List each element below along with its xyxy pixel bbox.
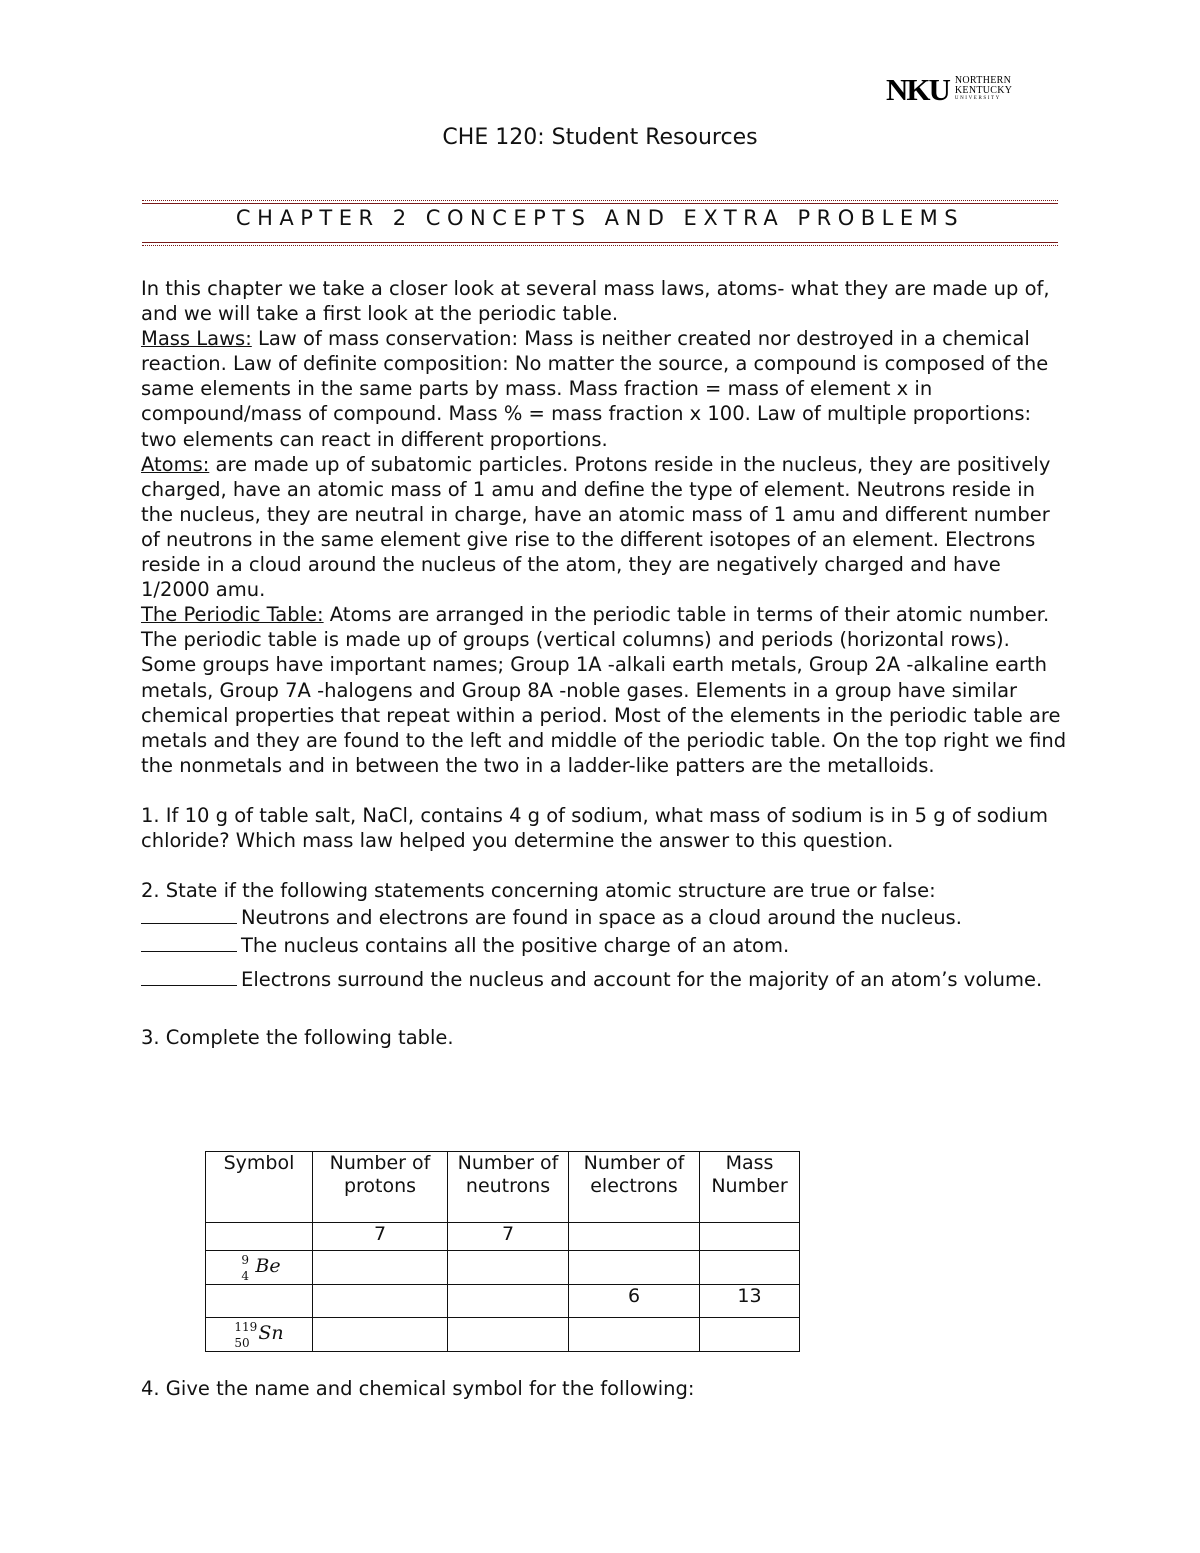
- cell-mass-number[interactable]: 13: [700, 1285, 800, 1318]
- periodic-text: Atoms are arranged in the periodic table in terms of their atomic number. The periodic table is made up of groups (vertical columns) and periods (horizontal rows). Some groups have important names; Group 1A -alkali earth metals, Group 2A -alkaline earth metals, Group 7A -halogens and Group 8A -noble gases. Elements in a group have similar chemical properties that repeat within a period. Most of the elements in the periodic table are metals and they are found to the left and middle of the periodic table. On the top right we find the nonmetals and in between the two in a ladder-like patters are the metalloids.: [141, 603, 1067, 777]
- cell-neutrons[interactable]: [448, 1285, 569, 1318]
- statement-text: Electrons surround the nucleus and account for the majority of an atom’s volume.: [241, 968, 1043, 992]
- isotope-notation: [234, 1320, 284, 1350]
- document-body: [141, 276, 1071, 1050]
- periodic-label: The Periodic Table:: [141, 603, 324, 627]
- logo-word-2: KENTUCKY: [954, 85, 1013, 96]
- heading-rule-top: [142, 200, 1058, 201]
- cell-protons[interactable]: 7: [313, 1223, 448, 1251]
- header-neutrons: Number of neutrons: [448, 1152, 569, 1223]
- question-4: 4. Give the name and chemical symbol for the following:: [141, 1377, 695, 1400]
- table-row: [206, 1318, 800, 1352]
- cell-protons[interactable]: [313, 1318, 448, 1352]
- cell-symbol[interactable]: [206, 1251, 313, 1285]
- atoms-label: Atoms:: [141, 452, 210, 476]
- question-2-statement: [141, 930, 1071, 962]
- element-symbol: Sn: [258, 1322, 284, 1344]
- logo-word-1: NORTHERN: [954, 75, 1012, 86]
- logo-mark: [886, 71, 949, 107]
- element-symbol: Be: [255, 1255, 281, 1277]
- atomic-number-subscript: 4: [241, 1269, 250, 1283]
- heading-rule-bottom: [142, 245, 1058, 246]
- table-header-row: [206, 1152, 800, 1223]
- header-symbol: Symbol: [206, 1152, 313, 1223]
- cell-electrons[interactable]: [569, 1223, 700, 1251]
- cell-symbol[interactable]: [206, 1285, 313, 1318]
- cell-electrons[interactable]: [569, 1251, 700, 1285]
- periodic-table-paragraph: [141, 602, 1071, 778]
- cell-electrons[interactable]: [569, 1318, 700, 1352]
- mass-laws-text: Law of mass conservation: Mass is neither created nor destroyed in a chemical reaction. Law of definite composition: No matter the source, a compound is composed of the same elements in the same parts by mass. Mass fraction = mass of element x in compound/mass of compound. Mass % = mass fraction x 100. Law of multiple proportions: two elements can react in different proportions.: [141, 327, 1049, 451]
- question-1: 1. If 10 g of table salt, NaCl, contains 4 g of sodium, what mass of sodium is in 5 g of sodium chloride? Which mass law helped you determine the answer to this question.: [141, 803, 1049, 852]
- statement-text: Neutrons and electrons are found in space as a cloud around the nucleus.: [241, 906, 962, 930]
- answer-blank[interactable]: [141, 965, 237, 986]
- isotope-notation: [237, 1253, 281, 1283]
- cell-mass-number[interactable]: [700, 1318, 800, 1352]
- atomic-number-subscript: 50: [234, 1336, 250, 1350]
- cell-mass-number[interactable]: [700, 1223, 800, 1251]
- table-row: [206, 1285, 800, 1318]
- cell-electrons[interactable]: 6: [569, 1285, 700, 1318]
- logo-words: [955, 76, 1012, 102]
- header-electrons: Number of electrons: [569, 1152, 700, 1223]
- mass-laws-paragraph: [141, 326, 1071, 451]
- cell-neutrons[interactable]: 7: [448, 1223, 569, 1251]
- question-2-statement: [141, 965, 1071, 993]
- table-row: [206, 1251, 800, 1285]
- chapter-heading: CHAPTER 2 CONCEPTS AND EXTRA PROBLEMS: [235, 206, 965, 230]
- cell-mass-number[interactable]: [700, 1251, 800, 1285]
- nku-logo: [886, 72, 1038, 106]
- mass-number-superscript: 9: [241, 1253, 250, 1267]
- atoms-paragraph: [141, 452, 1071, 603]
- cell-symbol[interactable]: [206, 1318, 313, 1352]
- intro-paragraph: In this chapter we take a closer look at several mass laws, atoms- what they are made up of, and we will take a first look at the periodic table.: [141, 277, 1050, 326]
- cell-symbol[interactable]: [206, 1223, 313, 1251]
- document-title: CHE 120: Student Resources: [442, 125, 758, 150]
- heading-rule-bottom-solid: [142, 242, 1058, 243]
- answer-blank[interactable]: [141, 931, 237, 952]
- cell-protons[interactable]: [313, 1285, 448, 1318]
- heading-rule-top-solid: [142, 203, 1058, 204]
- header-protons: Number of protons: [313, 1152, 448, 1223]
- logo-mark-text: NKU: [886, 71, 949, 107]
- cell-neutrons[interactable]: [448, 1251, 569, 1285]
- atoms-text: are made up of subatomic particles. Protons reside in the nucleus, they are positively charged, have an atomic mass of 1 amu and define the type of element. Neutrons reside in the nucleus, they are neutral in charge, have an atomic mass of 1 amu and different number of neutrons in the same element give rise to the different isotopes of an element. Electrons reside in a cloud around the nucleus of the atom, they are negatively charged and have 1/2000 amu.: [141, 452, 1051, 602]
- logo-word-small: UNIVERSITY: [954, 96, 1001, 101]
- isotope-table: [205, 1151, 800, 1352]
- answer-blank[interactable]: [141, 903, 237, 924]
- mass-number-superscript: 119: [234, 1320, 258, 1334]
- cell-neutrons[interactable]: [448, 1318, 569, 1352]
- header-mass-number: Mass Number: [700, 1152, 800, 1223]
- question-2-prompt: 2. State if the following statements concerning atomic structure are true or false:: [141, 879, 936, 903]
- question-2-statement: [141, 903, 1071, 930]
- statement-text: The nucleus contains all the positive charge of an atom.: [241, 934, 790, 958]
- table-row: [206, 1223, 800, 1251]
- cell-protons[interactable]: [313, 1251, 448, 1285]
- question-3-prompt: 3. Complete the following table.: [141, 1026, 454, 1050]
- mass-laws-label: Mass Laws:: [141, 327, 252, 351]
